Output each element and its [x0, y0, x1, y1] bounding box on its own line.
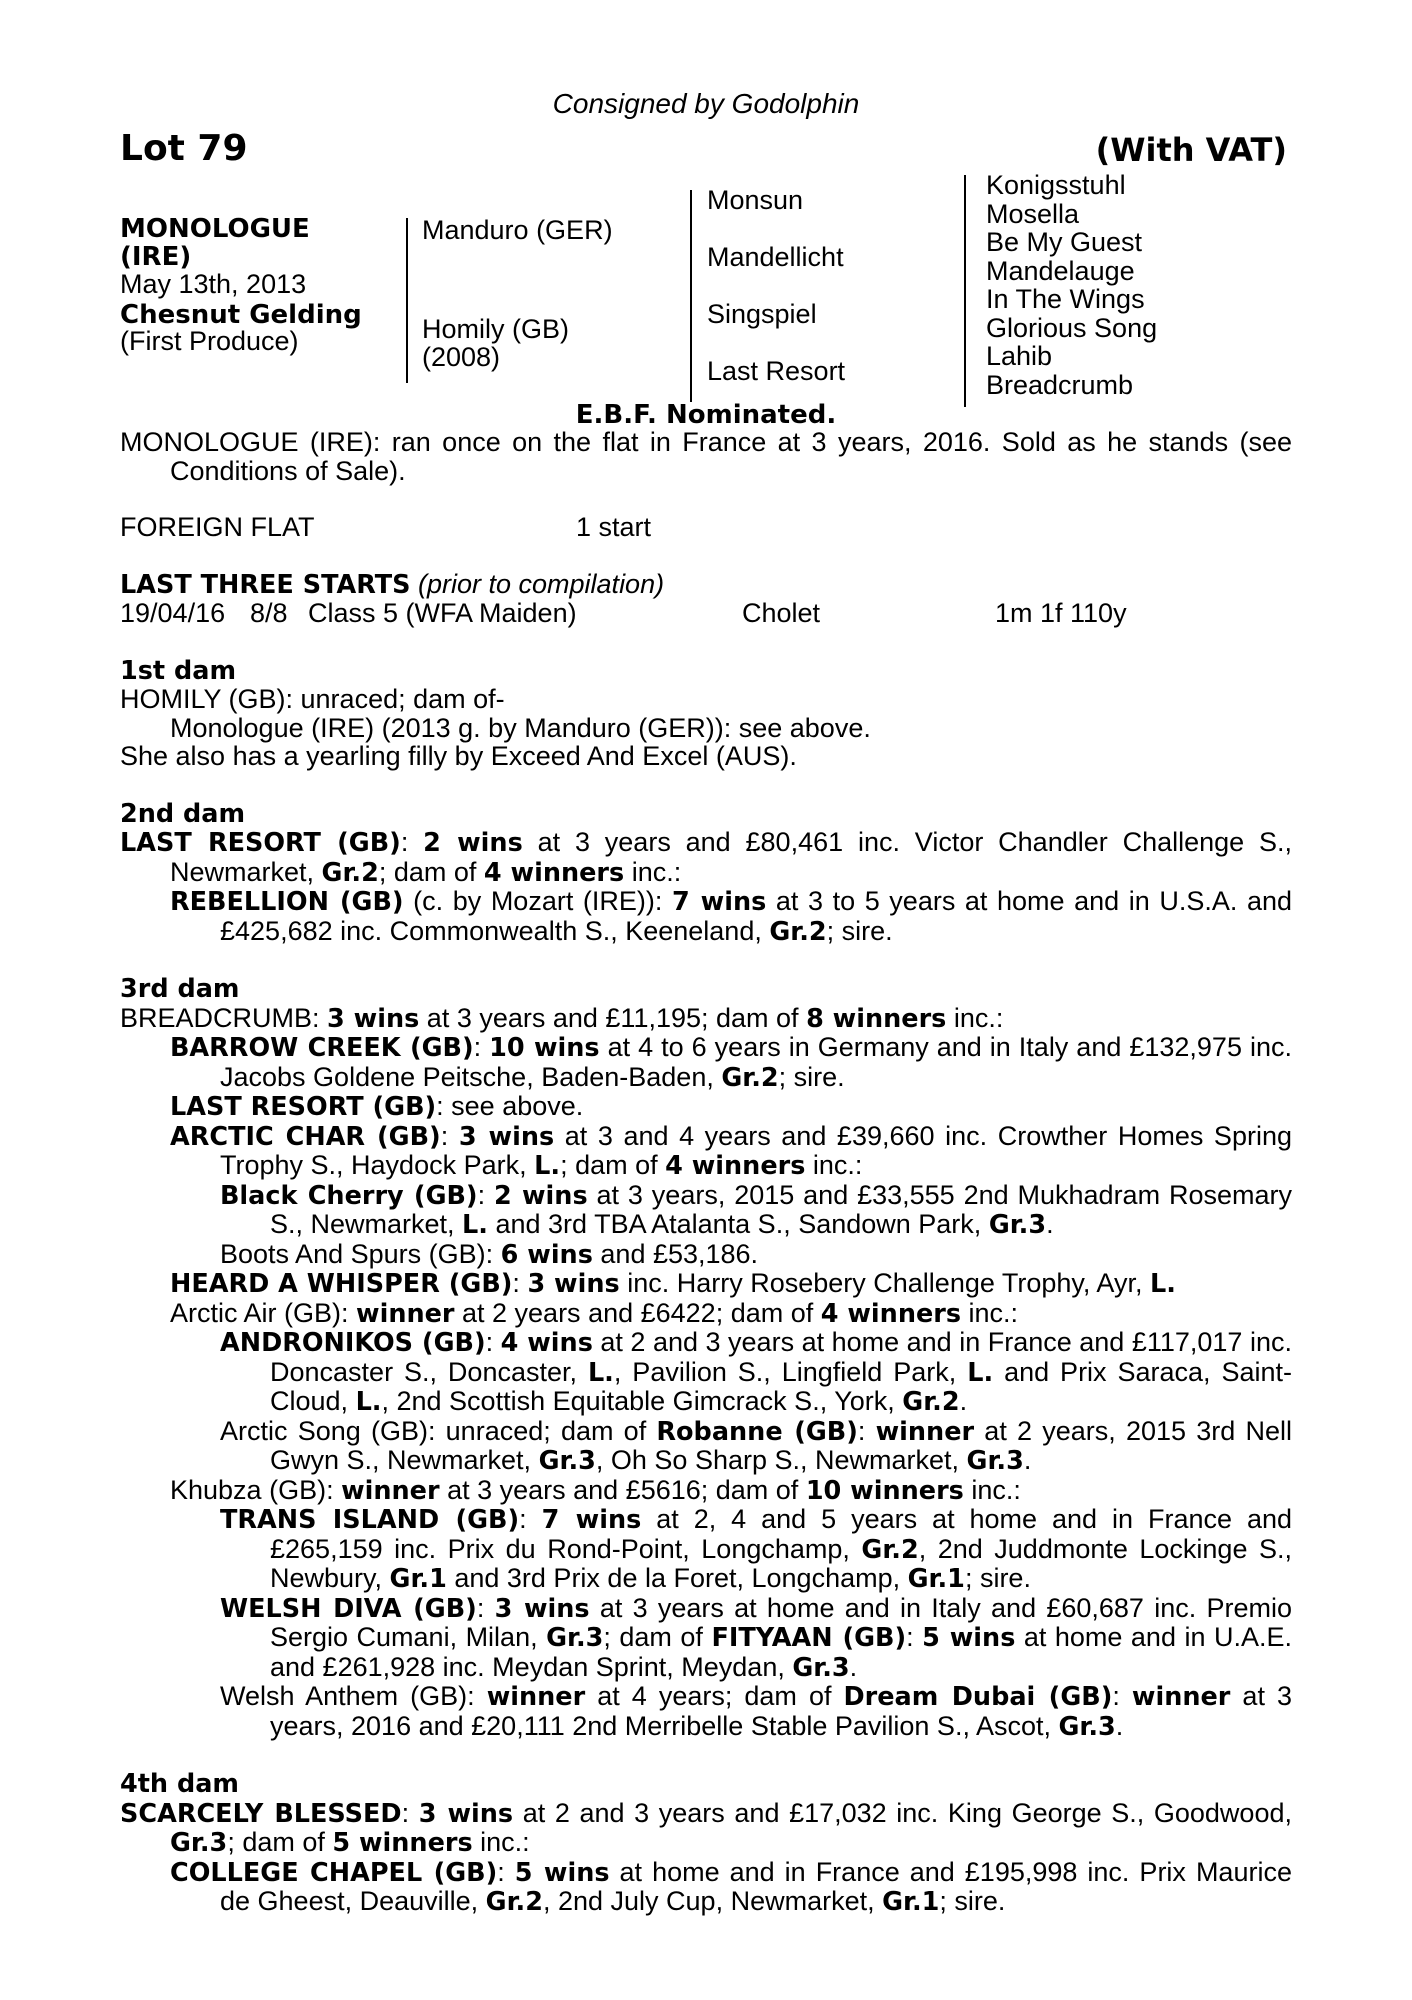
produce-arctic-char: ARCTIC CHAR (GB): 3 wins at 3 and 4 years and £39,660 inc. Crowther Homes Spring Trophy S., Haydock Park, L.; dam of 4 winners inc.:: [170, 1120, 1292, 1181]
first-dam-title: 1st dam: [120, 655, 237, 686]
foaling-date: May 13th, 2013: [120, 269, 307, 299]
start-date: 19/04/16: [120, 598, 226, 628]
fourth-dam-entry: SCARCELY BLESSED: 3 wins at 2 and 3 years and £17,032 inc. King George S., Goodwood, Gr.3; dam of 5 winners inc.:: [120, 1797, 1292, 1858]
second-dam-produce: REBELLION (GB) (c. by Mozart (IRE)): 7 wins at 3 to 5 years at home and in U.S.A. and £425,682 inc. Commonwealth S., Keeneland, Gr.2; sire.: [170, 886, 1293, 947]
produce-arctic-song: Arctic Song (GB): unraced; dam of Robanne (GB): winner at 2 years, 2015 3rd Nell Gwyn S., Newmarket, Gr.3, Oh So Sharp S., Newmarket, Gr.3.: [220, 1415, 1292, 1476]
lot-number: Lot 79: [120, 128, 248, 169]
foreign-flat-label: FOREIGN FLAT: [120, 512, 315, 542]
foreign-flat-value: 1 start: [576, 512, 652, 542]
ancestor-6: Glorious Song: [986, 313, 1158, 343]
third-dam-title: 3rd dam: [120, 974, 240, 1004]
fourth-dam-heading: [120, 1769, 1292, 1799]
first-dam-heading: [120, 656, 1292, 686]
produce-barrow-creek: BARROW CREEK (GB): 10 wins at 4 to 6 years in Germany and in Italy and £132,975 inc. Jacobs Goldene Peitsche, Baden-Baden, Gr.2; sire.: [170, 1032, 1292, 1093]
vat-status: (With VAT): [1095, 131, 1287, 169]
second-dam-entry: LAST RESORT (GB): 2 wins at 3 years and £80,461 inc. Victor Chandler Challenge S., Newmarket, Gr.2; dam of 4 winners inc.:: [120, 827, 1293, 888]
ancestor-4: Mandelauge: [986, 256, 1135, 286]
produce-black-cherry: Black Cherry (GB): 2 wins at 3 years, 2015 and £33,555 2nd Mukhadram Rosemary S., Newmarket, L. and 3rd TBA Atalanta S., Sandown Park, Gr.3.: [220, 1179, 1292, 1240]
consignor-line: Consigned by Godolphin: [552, 88, 860, 119]
produce-college-chapel: COLLEGE CHAPEL (GB): 5 wins at home and in France and £195,998 inc. Prix Maurice de Gheest, Deauville, Gr.2, 2nd July Cup, Newmarket, Gr.1; sire.: [170, 1856, 1292, 1917]
ancestor-2: Mosella: [986, 199, 1080, 229]
horse-name: MONOLOGUE: [120, 214, 310, 244]
first-dam-produce: Monologue (IRE) (2013 g. by Manduro (GER)): see above.: [170, 712, 871, 743]
last-three-subtitle: (prior to compilation): [418, 568, 665, 599]
last-three-title: LAST THREE STARTS: [120, 569, 411, 600]
ancestor-1: Konigsstuhl: [986, 170, 1126, 200]
horse-sex-colour: Chesnut Gelding: [120, 300, 362, 330]
produce-andronikos: ANDRONIKOS (GB): 4 wins at 2 and 3 years at home and in France and £117,017 inc. Doncaster S., Doncaster, L., Pavilion S., Lingfield Park, L. and Prix Saraca, Saint-Cloud, L., 2nd Scottish Equitable Gimcrack S., York, Gr.2.: [220, 1327, 1292, 1417]
produce-welsh-anthem: Welsh Anthem (GB): winner at 4 years; dam of Dream Dubai (GB): winner at 3 years, 2016 and £20,111 2nd Merribelle Stable Pavilion S., Ascot, Gr.3.: [220, 1681, 1292, 1742]
start-course: Cholet: [742, 598, 821, 628]
produce-heard-a-whisper: HEARD A WHISPER (GB): 3 wins inc. Harry Rosebery Challenge Trophy, Ayr, L.: [170, 1268, 1176, 1299]
ancestor-8: Breadcrumb: [986, 370, 1134, 400]
produce-trans-island: TRANS ISLAND (GB): 7 wins at 2, 4 and 5 years at home and in France and £265,159 inc. Prix du Rond-Point, Longchamp, Gr.2, 2nd Juddmonte Lockinge S., Newbury, Gr.1 and 3rd Prix de la Foret, Longchamp, Gr.1; sire.: [220, 1504, 1292, 1594]
start-place: 8/8: [250, 598, 288, 628]
ancestor-5: In The Wings: [986, 284, 1145, 314]
ebf-nomination: E.B.F. Nominated.: [575, 400, 837, 430]
produce-note: (First Produce): [120, 326, 299, 356]
granddam-dam: Last Resort: [707, 356, 846, 386]
first-dam-note: She also has a yearling filly by Exceed And Excel (AUS).: [120, 741, 797, 771]
start-distance: 1m 1f 110y: [995, 598, 1127, 628]
ancestor-3: Be My Guest: [986, 227, 1143, 257]
dam-year: (2008): [422, 342, 501, 372]
second-dam-title: 2nd dam: [120, 798, 246, 829]
second-dam-heading: [120, 799, 1292, 829]
third-dam-entry: BREADCRUMB: 3 wins at 3 years and £11,195; dam of 8 winners inc.:: [120, 1002, 1004, 1034]
third-dam-heading: [120, 974, 1292, 1004]
start-race: Class 5 (WFA Maiden): [308, 598, 577, 628]
produce-khubza: Khubza (GB): winner at 3 years and £5616; dam of 10 winners inc.:: [170, 1474, 1021, 1506]
fourth-dam-title: 4th dam: [120, 1769, 239, 1799]
pedigree-divider-2: [690, 190, 692, 402]
horse-country: (IRE): [120, 242, 192, 272]
dam-name: Homily (GB): [422, 314, 569, 344]
produce-last-resort: LAST RESORT (GB): see above.: [170, 1091, 584, 1122]
granddam-sire: Mandellicht: [707, 242, 844, 272]
first-dam-entry: HOMILY (GB): unraced; dam of-: [120, 684, 505, 714]
start-row: [120, 599, 1292, 628]
foreign-flat-record: [120, 513, 1292, 542]
grandsire-dam: Singspiel: [707, 299, 817, 329]
ancestor-7: Lahib: [986, 341, 1053, 371]
pedigree-divider-1: [406, 218, 408, 383]
last-three-starts-heading: [120, 570, 1292, 600]
sire-name: Manduro (GER): [422, 215, 613, 245]
produce-welsh-diva: WELSH DIVA (GB): 3 wins at 3 years at home and in Italy and £60,687 inc. Premio Sergio Cumani, Milan, Gr.3; dam of FITYAAN (GB): 5 wins at home and in U.A.E. and £261,928 inc. Meydan Sprint, Meydan, Gr.3.: [220, 1592, 1292, 1683]
pedigree-divider-3: [964, 175, 966, 407]
grandsire-sire: Monsun: [707, 185, 804, 215]
race-summary: MONOLOGUE (IRE): ran once on the flat in France at 3 years, 2016. Sold as he stands (see Conditions of Sale).: [120, 427, 1292, 486]
catalogue-body: [120, 428, 1292, 1917]
produce-boots-and-spurs: Boots And Spurs (GB): 6 wins and £53,186.: [220, 1238, 759, 1270]
produce-arctic-air: Arctic Air (GB): winner at 2 years and £6422; dam of 4 winners inc.:: [170, 1297, 1019, 1329]
